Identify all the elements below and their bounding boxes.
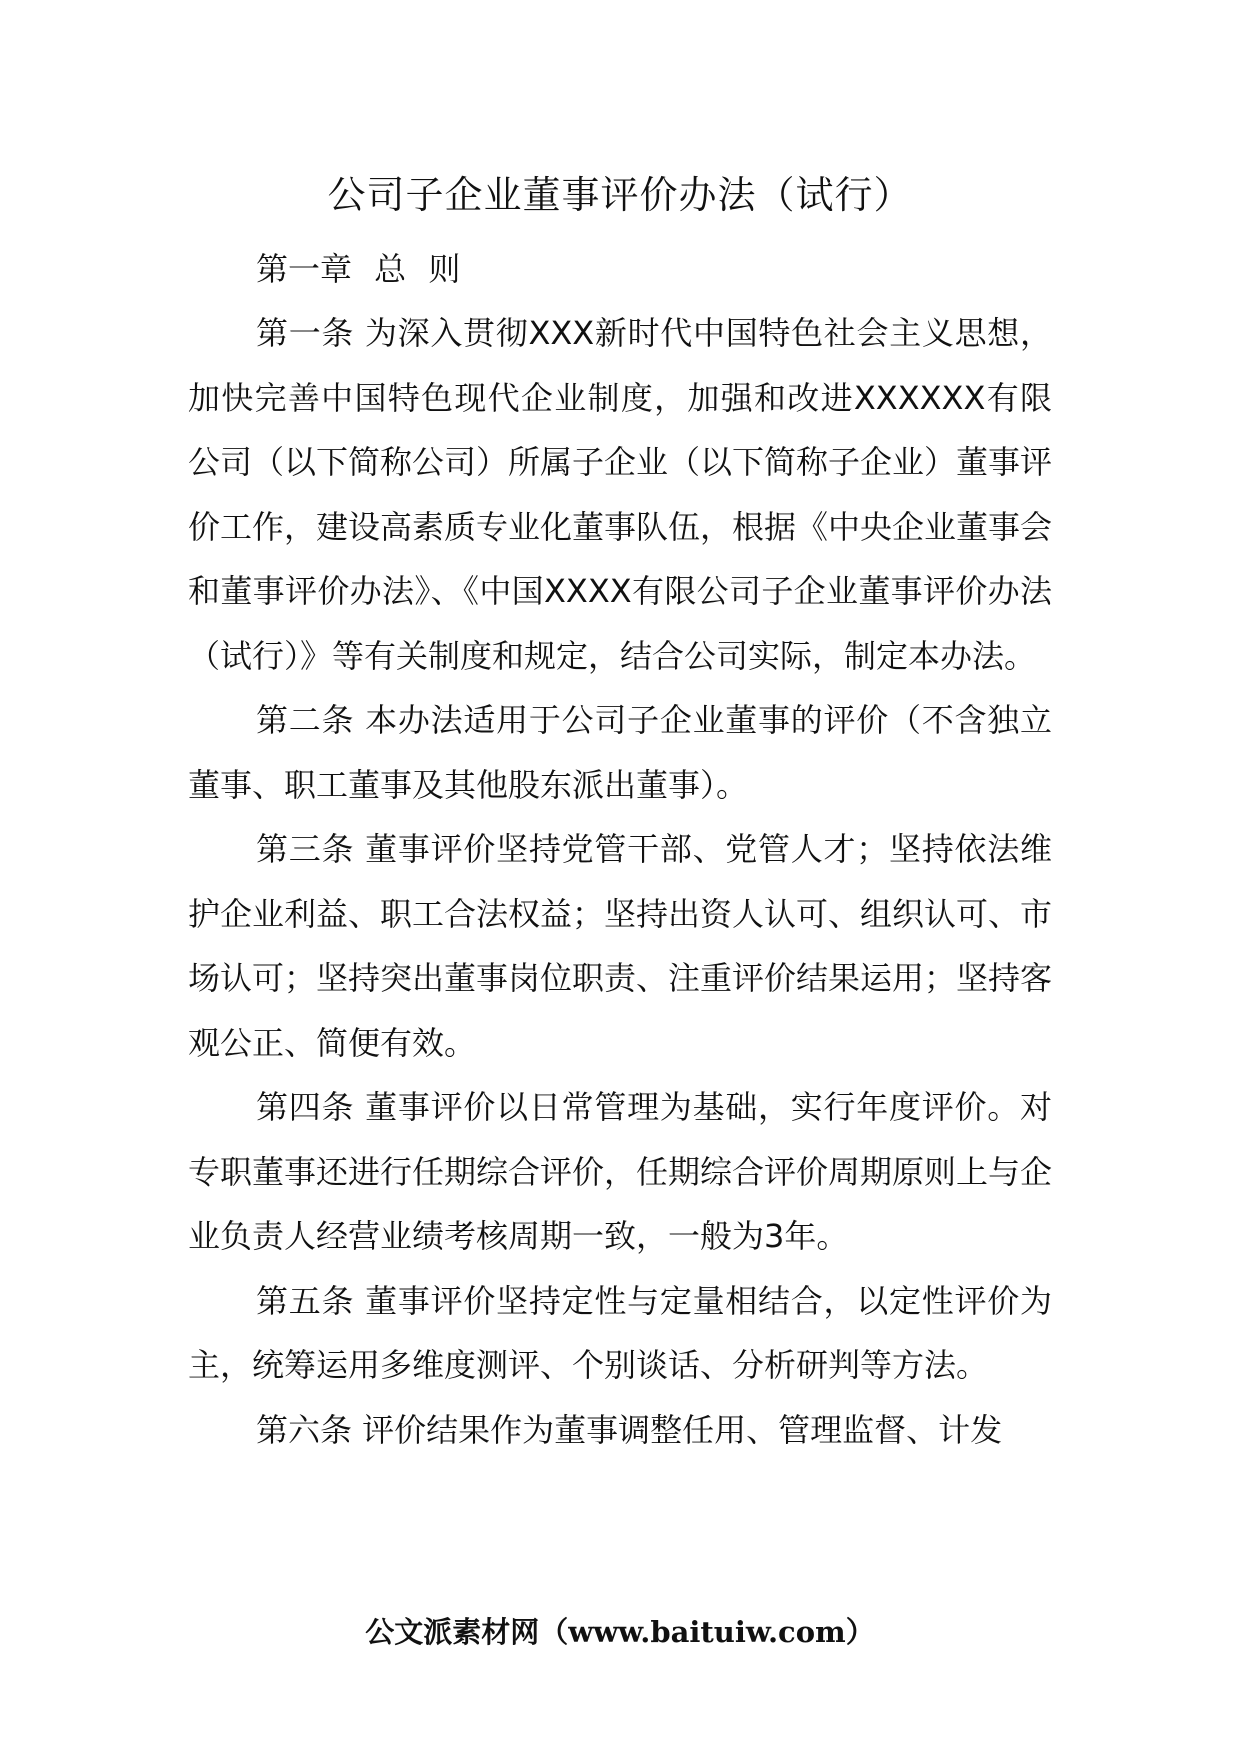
article-4: 第四条 董事评价以日常管理为基础，实行年度评价。对专职董事还进行任期综合评价，任期综合评价周期原则上与企业负责人经营业绩考核周期一致，一般为3年。 bbox=[188, 1088, 1053, 1255]
document-body bbox=[188, 237, 1052, 1462]
document-title: 公司子企业董事评价办法（试行） bbox=[327, 173, 913, 217]
article-6: 第六条 评价结果作为董事调整任用、管理监督、计发 bbox=[256, 1410, 1003, 1449]
article-3: 第三条 董事评价坚持党管干部、党管人才；坚持依法维护企业利益、职工合法权益；坚持出资人认可、组织认可、市场认可；坚持突出董事岗位职责、注重评价结果运用；坚持客观公正、简便有效。 bbox=[188, 830, 1053, 1062]
article-1: 第一条 为深入贯彻XXX新时代中国特色社会主义思想，加快完善中国特色现代企业制度，加强和改进XXXXXX有限公司（以下简称公司）所属子企业（以下简称子企业）董事评价工作，建设高素质专业化董事队伍，根据《中央企业董事会和董事评价办法》、《中国XXXX有限公司子企业董事评价办法（试行）》等有关制度和规定，结合公司实际，制定本办法。 bbox=[188, 314, 1053, 675]
article-2: 第二条 本办法适用于公司子企业董事的评价（不含独立董事、职工董事及其他股东派出董事）。 bbox=[188, 701, 1052, 804]
footer-watermark: 公文派素材网（www.baituiw.com） bbox=[365, 1615, 875, 1649]
article-5: 第五条 董事评价坚持定性与定量相结合，以定性评价为主，统筹运用多维度测评、个别谈话、分析研判等方法。 bbox=[188, 1281, 1052, 1384]
chapter-heading: 第一章 总 则 bbox=[256, 250, 461, 288]
